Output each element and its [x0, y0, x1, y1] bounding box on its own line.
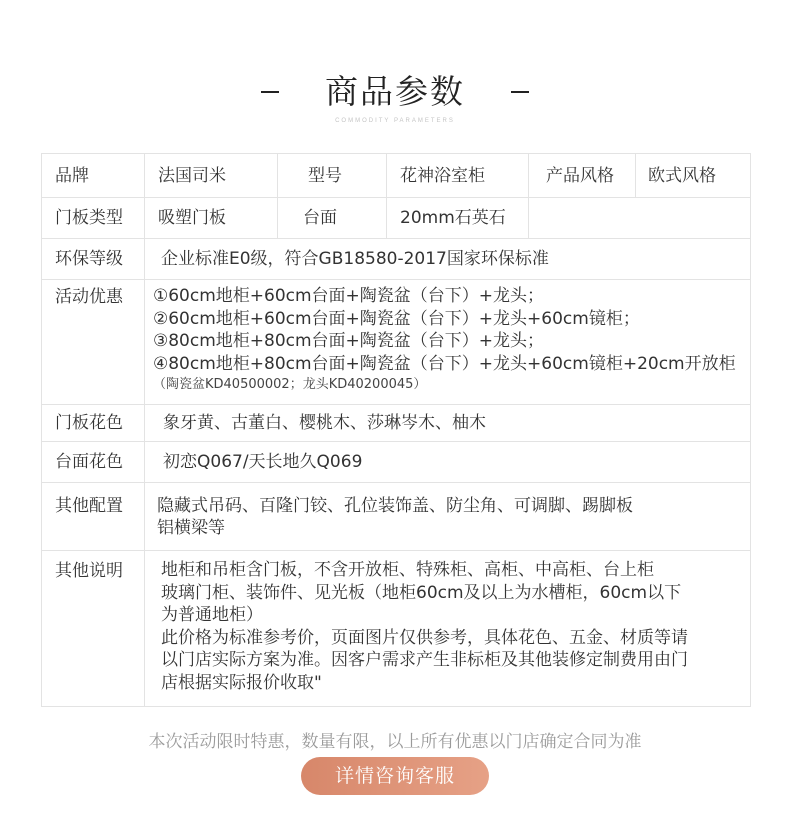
top-color-label: 台面花色: [42, 442, 145, 483]
promo-line: ④80cm地柜+80cm台面+陶瓷盆（台下）+龙头+60cm镜柜+20cm开放柜: [153, 353, 736, 374]
door-type-value: 吸塑门板: [145, 198, 278, 239]
notes-line: 地柜和吊柜含门板，不含开放柜、特殊柜、高柜、中高柜、台上柜: [161, 560, 654, 580]
page-title: [215, 68, 575, 116]
promo-label: 活动优惠: [42, 280, 145, 405]
promo-line: ②60cm地柜+60cm台面+陶瓷盆（台下）+龙头+60cm镜柜；: [153, 308, 640, 329]
contact-service-button[interactable]: 详情咨询客服: [301, 757, 489, 795]
section-header: [0, 68, 790, 124]
door-color-value: 象牙黄、古董白、樱桃木、莎琳岑木、柚木: [145, 405, 751, 442]
table-row: [42, 280, 751, 405]
notes-value: [145, 551, 751, 707]
title-dash-left: [261, 91, 279, 93]
notes-line: 以门店实际方案为准。因客户需求产生非标柜及其他装修定制费用由门: [161, 650, 688, 670]
notes-label: 其他说明: [42, 551, 145, 707]
config-line: 铝横梁等: [157, 518, 225, 538]
style-label: 产品风格: [529, 154, 636, 198]
table-row: [42, 442, 751, 483]
title-dash-right: [511, 91, 529, 93]
promo-disclaimer: 本次活动限时特惠，数量有限，以上所有优惠以门店确定合同为准: [148, 732, 642, 752]
promo-value: [145, 280, 751, 405]
table-row: [42, 551, 751, 707]
style-value: 欧式风格: [636, 154, 751, 198]
brand-value: 法国司米: [145, 154, 278, 198]
notes-line: 为普通地柜）: [161, 605, 263, 625]
params-table: [41, 153, 751, 707]
model-label: 型号: [278, 154, 387, 198]
promo-line: ①60cm地柜+60cm台面+陶瓷盆（台下）+龙头；: [153, 286, 545, 306]
config-label: 其他配置: [42, 483, 145, 551]
page-title-text: 商品参数: [325, 72, 465, 111]
model-value: 花神浴室柜: [387, 154, 529, 198]
countertop-label: 台面: [278, 198, 387, 239]
top-color-value: 初恋Q067/天长地久Q069: [145, 442, 751, 483]
table-row: [42, 483, 751, 551]
promo-note: （陶瓷盆KD40500002；龙头KD40200045）: [153, 377, 427, 392]
door-color-label: 门板花色: [42, 405, 145, 442]
countertop-value: 20mm石英石: [387, 198, 529, 239]
notes-line: 店根据实际报价收取": [161, 672, 322, 693]
eco-value: 企业标准E0级，符合GB18580-2017国家环保标准: [145, 239, 751, 280]
page-subtitle: COMMODITY PARAMETERS: [335, 118, 455, 124]
table-row: [42, 405, 751, 442]
table-row: [42, 239, 751, 280]
config-line: 隐藏式吊码、百隆门铰、孔位装饰盖、防尘角、可调脚、踢脚板: [157, 496, 633, 516]
table-row: [42, 154, 751, 198]
empty-cell: [529, 198, 751, 239]
promo-line: ③80cm地柜+80cm台面+陶瓷盆（台下）+龙头；: [153, 331, 545, 351]
notes-line: 玻璃门柜、装饰件、见光板（地柜60cm及以上为水槽柜，60cm以下: [161, 582, 682, 603]
table-row: [42, 198, 751, 239]
door-type-label: 门板类型: [42, 198, 145, 239]
brand-label: 品牌: [42, 154, 145, 198]
notes-line: 此价格为标准参考价，页面图片仅供参考，具体花色、五金、材质等请: [161, 627, 688, 648]
eco-label: 环保等级: [42, 239, 145, 280]
config-value: [145, 483, 751, 551]
